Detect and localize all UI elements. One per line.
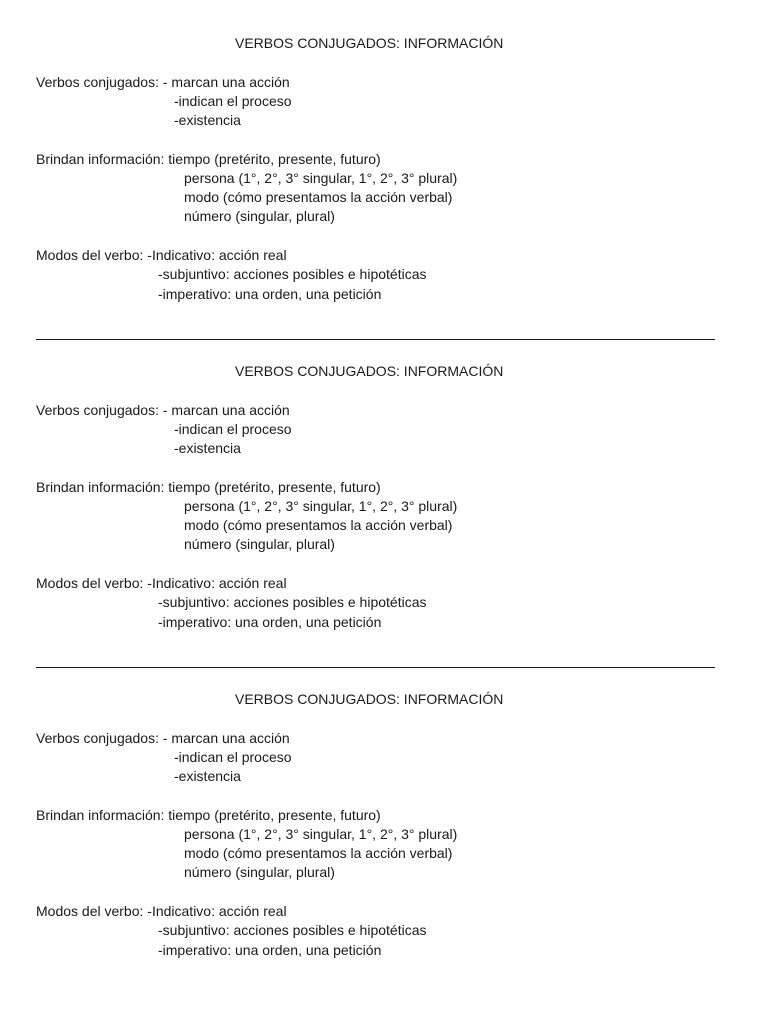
brindan-informacion-item: persona (1°, 2°, 3° singular, 1°, 2°, 3° plural) [184, 170, 458, 186]
info-block-3 [0, 656, 768, 984]
brindan-informacion-label: Brindan información: tiempo (pretérito, presente, futuro) [36, 151, 381, 167]
brindan-informacion-item: modo (cómo presentamos la acción verbal) [184, 189, 453, 205]
verbos-conjugados-label: Verbos conjugados: - marcan una acción [36, 730, 290, 746]
verbos-conjugados-item: -indican el proceso [174, 749, 292, 765]
brindan-informacion-item: persona (1°, 2°, 3° singular, 1°, 2°, 3° plural) [184, 498, 458, 514]
brindan-informacion-item: modo (cómo presentamos la acción verbal) [184, 845, 453, 861]
modos-verbo-item: -imperativo: una orden, una petición [158, 614, 382, 630]
verbos-conjugados-item: -existencia [174, 768, 241, 784]
brindan-informacion-label: Brindan información: tiempo (pretérito, presente, futuro) [36, 479, 381, 495]
modos-verbo-item: -subjuntivo: acciones posibles e hipotéticas [158, 266, 427, 282]
verbos-conjugados-item: -indican el proceso [174, 93, 292, 109]
info-block-1 [0, 0, 768, 328]
modos-verbo-label: Modos del verbo: -Indicativo: acción real [36, 903, 287, 919]
brindan-informacion-item: número (singular, plural) [184, 864, 335, 880]
info-block-2 [0, 328, 768, 656]
block-title: VERBOS CONJUGADOS: INFORMACIÓN [235, 691, 504, 707]
modos-verbo-label: Modos del verbo: -Indicativo: acción real [36, 247, 287, 263]
modos-verbo-item: -subjuntivo: acciones posibles e hipotéticas [158, 594, 427, 610]
modos-verbo-label: Modos del verbo: -Indicativo: acción real [36, 575, 287, 591]
brindan-informacion-item: modo (cómo presentamos la acción verbal) [184, 517, 453, 533]
brindan-informacion-item: número (singular, plural) [184, 536, 335, 552]
verbos-conjugados-item: -existencia [174, 112, 241, 128]
verbos-conjugados-item: -indican el proceso [174, 421, 292, 437]
block-title: VERBOS CONJUGADOS: INFORMACIÓN [235, 35, 504, 51]
brindan-informacion-item: persona (1°, 2°, 3° singular, 1°, 2°, 3° plural) [184, 826, 458, 842]
modos-verbo-item: -imperativo: una orden, una petición [158, 286, 382, 302]
modos-verbo-item: -imperativo: una orden, una petición [158, 942, 382, 958]
brindan-informacion-label: Brindan información: tiempo (pretérito, presente, futuro) [36, 807, 381, 823]
brindan-informacion-item: número (singular, plural) [184, 208, 335, 224]
modos-verbo-item: -subjuntivo: acciones posibles e hipotéticas [158, 922, 427, 938]
verbos-conjugados-label: Verbos conjugados: - marcan una acción [36, 402, 290, 418]
block-title: VERBOS CONJUGADOS: INFORMACIÓN [235, 363, 504, 379]
verbos-conjugados-label: Verbos conjugados: - marcan una acción [36, 74, 290, 90]
verbos-conjugados-item: -existencia [174, 440, 241, 456]
